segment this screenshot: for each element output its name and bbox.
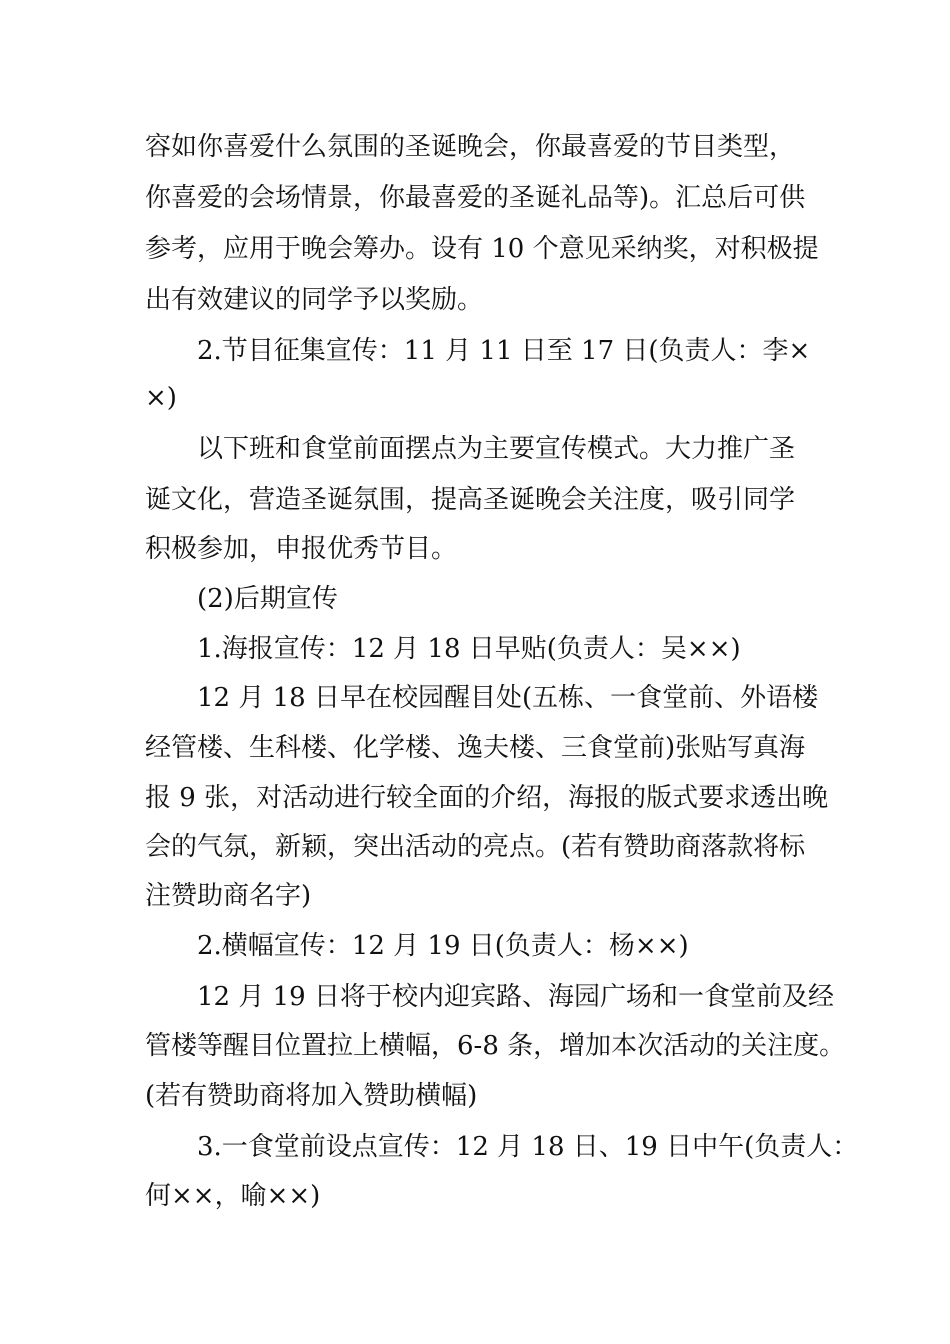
paragraph-line-12: 12 月 18 日早在校园醒目处(五栋、一食堂前、外语楼 <box>197 683 819 713</box>
section-heading-continuation: ×) <box>145 383 177 413</box>
section-heading-canteen-booth: 3.一食堂前设点宣传：12 月 18 日、19 日中午(负责人： <box>197 1132 859 1162</box>
paragraph-line-7: 以下班和食堂前面摆点为主要宣传模式。大力推广圣 <box>197 434 796 464</box>
section-heading-poster: 1.海报宣传：12 月 18 日早贴(负责人：吴××) <box>197 634 741 664</box>
paragraph-line-16: 注赞助商名字) <box>145 881 312 911</box>
paragraph-line-14: 报 9 张，对活动进行较全面的介绍，海报的版式要求透出晚 <box>145 783 829 813</box>
paragraph-line-4: 出有效建议的同学予以奖励。 <box>145 285 484 315</box>
paragraph-line-9: 积极参加，申报优秀节目。 <box>145 534 458 564</box>
paragraph-line-22: 何××，喻××) <box>145 1181 321 1211</box>
section-heading-program-collection: 2.节目征集宣传：11 月 11 日至 17 日(负责人：李× <box>197 336 811 366</box>
subsection-heading-later-publicity: (2)后期宣传 <box>197 584 338 614</box>
paragraph-line-15: 会的气氛，新颖，突出活动的亮点。(若有赞助商落款将标 <box>145 832 806 862</box>
paragraph-line-2: 你喜爱的会场情景，你最喜爱的圣诞礼品等)。汇总后可供 <box>145 183 806 213</box>
paragraph-line-19: 管楼等醒目位置拉上横幅，6-8 条，增加本次活动的关注度。 <box>145 1031 846 1061</box>
paragraph-line-3: 参考，应用于晚会筹办。设有 10 个意见采纳奖，对积极提 <box>145 234 819 264</box>
paragraph-line-8: 诞文化，营造圣诞氛围，提高圣诞晚会关注度，吸引同学 <box>145 485 796 515</box>
section-heading-banner: 2.横幅宣传：12 月 19 日(负责人：杨××) <box>197 931 689 961</box>
paragraph-line-13: 经管楼、生科楼、化学楼、逸夫楼、三食堂前)张贴写真海 <box>145 733 806 763</box>
paragraph-line-20: (若有赞助商将加入赞助横幅) <box>145 1081 478 1111</box>
paragraph-line-18: 12 月 19 日将于校内迎宾路、海园广场和一食堂前及经 <box>197 982 834 1012</box>
paragraph-line-1: 容如你喜爱什么氛围的圣诞晚会，你最喜爱的节目类型， <box>145 132 796 162</box>
